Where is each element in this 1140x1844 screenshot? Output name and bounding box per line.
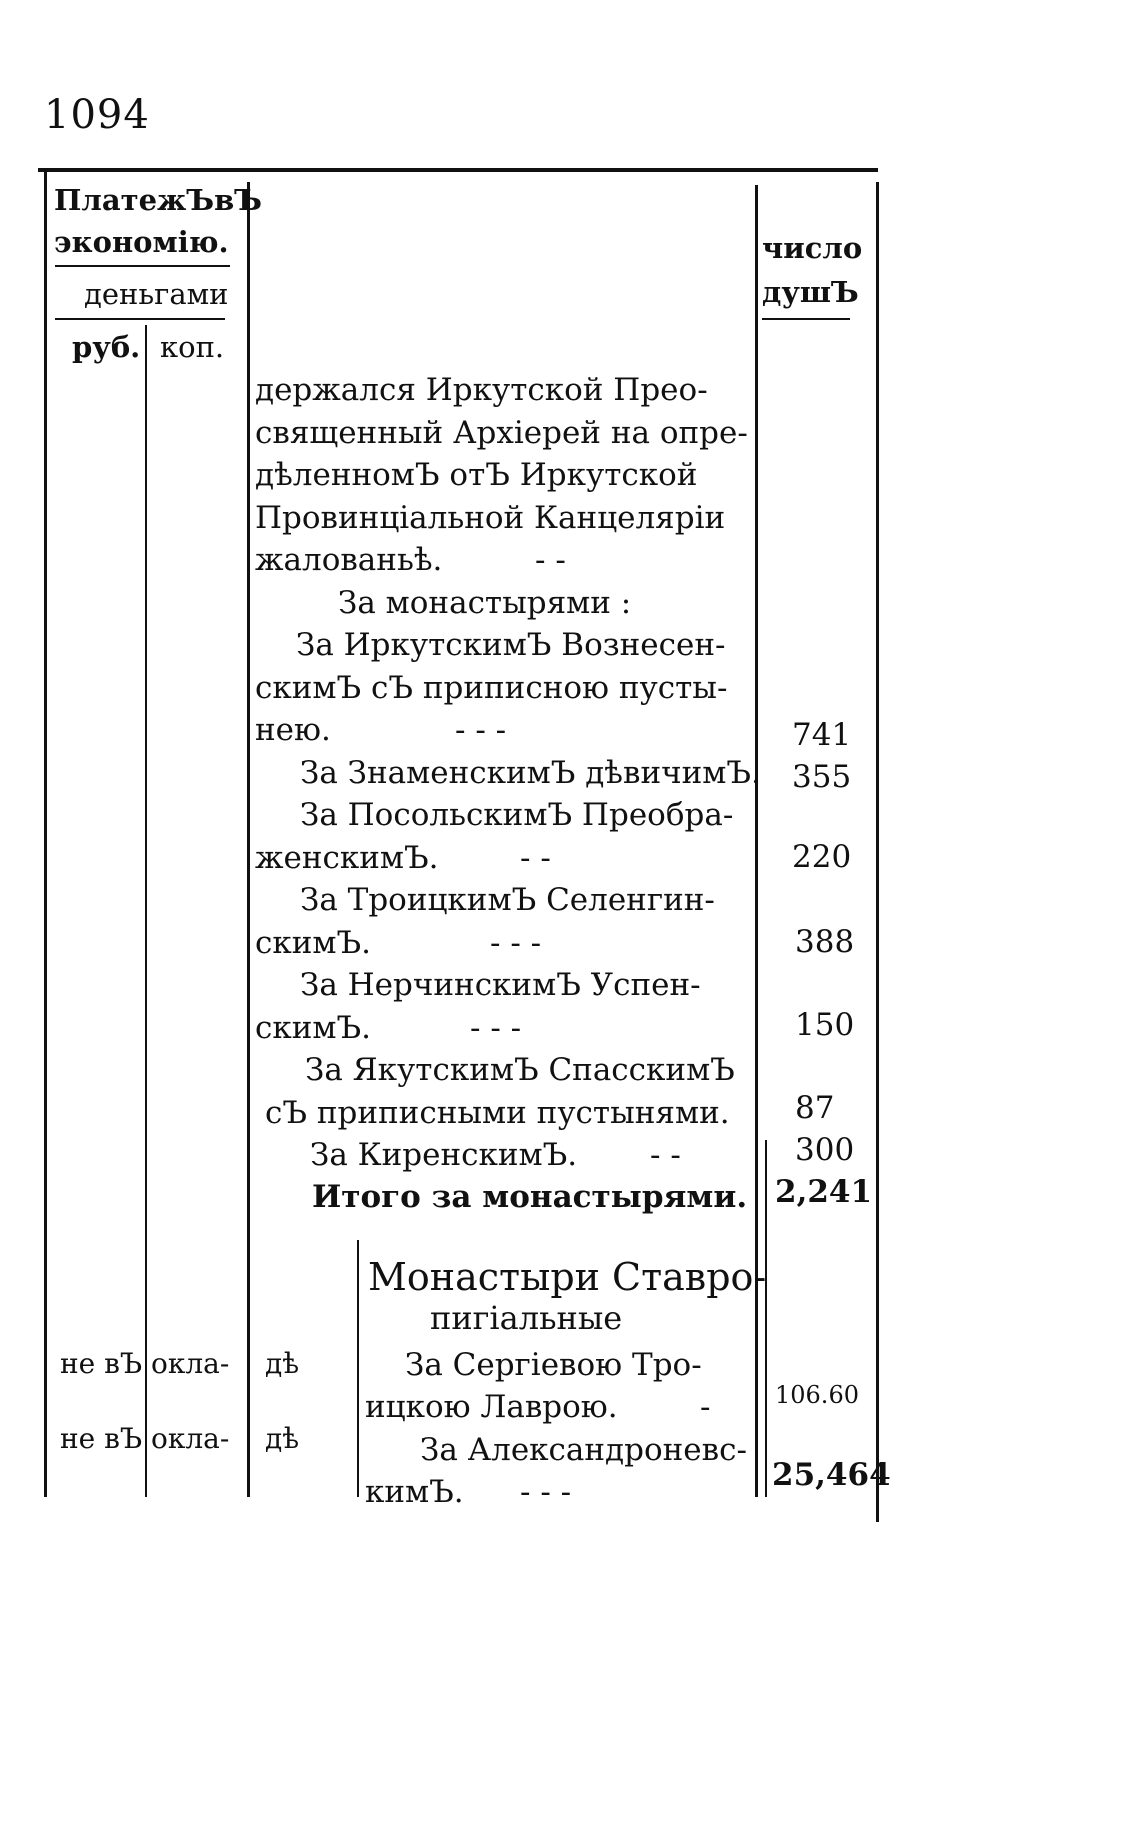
note-not-in-salary-b: дѣ	[265, 1347, 300, 1380]
souls-value: 87	[795, 1090, 835, 1126]
dash-separator: - - -	[490, 925, 542, 961]
header-payments-1: ПлатежЪвЪ	[54, 183, 262, 217]
section-heading: За монастырями :	[338, 585, 632, 621]
left-border	[44, 172, 47, 1497]
text-line: скимЪ сЪ приписною пусты-	[255, 670, 728, 706]
note-not-in-salary-b: дѣ	[265, 1422, 300, 1455]
text-line: жалованьѣ.	[255, 542, 443, 578]
text-line: ицкою Лаврою.	[365, 1389, 618, 1425]
souls-value: 388	[795, 924, 855, 960]
note-not-in-salary: не вЪ окла-	[60, 1422, 230, 1455]
dash-separator: -	[700, 1389, 711, 1425]
text-line: За ПосольскимЪ Преобра-	[300, 797, 734, 833]
stavro-heading-1: Монастыри Ставро-	[368, 1255, 767, 1299]
text-line: Провинціальной Канцеляріи	[255, 500, 726, 536]
text-line: За Александроневс-	[420, 1432, 747, 1468]
rule-money	[55, 318, 225, 320]
text-line: За Сергіевою Тро-	[405, 1347, 702, 1383]
text-line: женскимЪ.	[255, 840, 439, 876]
col-divider-souls	[755, 185, 758, 1497]
col-divider-sums	[765, 1140, 767, 1497]
text-line: нею.	[255, 712, 331, 748]
dash-separator: - - -	[470, 1010, 522, 1046]
header-souls-2: душЪ	[762, 275, 859, 309]
dash-separator: - -	[520, 840, 551, 876]
header-rub: руб.	[72, 330, 141, 364]
souls-value: 741	[792, 717, 852, 753]
souls-value: 300	[795, 1132, 855, 1168]
header-kop: коп.	[160, 330, 225, 364]
souls-value: 220	[792, 839, 852, 875]
stavro-heading-2: пигіальные	[430, 1299, 623, 1337]
col-divider-payments	[247, 182, 250, 1497]
header-souls-1: число	[762, 231, 863, 265]
page-number: 1094	[44, 92, 150, 138]
total-line: Итого за монастырями.	[312, 1179, 748, 1215]
text-line: дѣленномЪ отЪ Иркутской	[255, 457, 698, 493]
dash-separator: - -	[650, 1137, 681, 1173]
souls-value: 355	[792, 759, 852, 795]
header-payments-2: экономію.	[54, 225, 229, 259]
text-line: скимЪ.	[255, 1010, 371, 1046]
text-line: За НерчинскимЪ Успен-	[300, 967, 701, 1003]
note-not-in-salary: не вЪ окла-	[60, 1347, 230, 1380]
dash-separator: - -	[535, 542, 566, 578]
text-line: За КиренскимЪ.	[310, 1137, 578, 1173]
rule-payments	[55, 265, 230, 267]
text-line: сЪ приписными пустынями.	[265, 1095, 730, 1131]
text-line: За ТроицкимЪ Селенгин-	[300, 882, 715, 918]
text-line: скимЪ.	[255, 925, 371, 961]
rule-souls	[762, 318, 850, 320]
souls-value: 25,464	[772, 1457, 891, 1493]
souls-value: 150	[795, 1007, 855, 1043]
top-rule	[38, 168, 878, 172]
text-line: За ИркутскимЪ Вознесен-	[296, 627, 726, 663]
header-money: деньгами	[84, 277, 229, 311]
souls-total: 2,241	[775, 1174, 873, 1210]
right-border	[876, 182, 879, 1522]
col-divider-kop	[145, 325, 147, 1497]
col-divider-stavro	[357, 1240, 359, 1497]
text-line: За ЯкутскимЪ СпасскимЪ	[305, 1052, 735, 1088]
dash-separator: - - -	[520, 1474, 572, 1510]
text-line: держался Иркутской Прео-	[255, 372, 708, 408]
text-line: За ЗнаменскимЪ дѣвичимЪ.	[300, 755, 761, 791]
text-line: кимЪ.	[365, 1474, 464, 1510]
souls-value: 106.60	[775, 1381, 859, 1409]
text-line: священный Архіерей на опре-	[255, 415, 748, 451]
dash-separator: - - -	[455, 712, 507, 748]
